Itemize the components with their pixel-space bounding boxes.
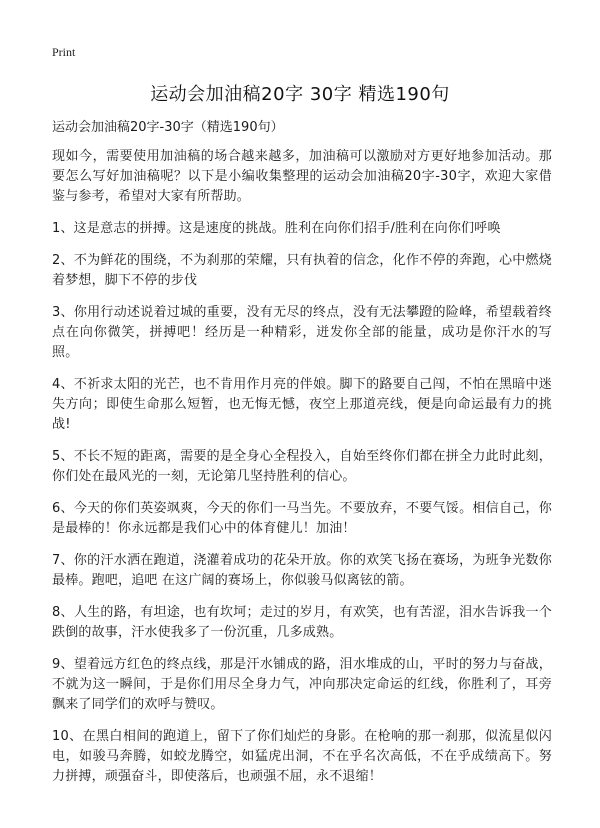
slogan-item-7: 7、你的汗水洒在跑道，浇灌着成功的花朵开放。你的欢笑飞扬在赛场，为班争光数你最棒。跑吧，追吧 在这广阔的赛场上，你似骏马似离铉的箭。 — [52, 553, 552, 588]
intro-paragraph: 现如今，需要使用加油稿的场合越来越多，加油稿可以激励对方更好地参加活动。那要怎么写好加油稿呢？以下是小编收集整理的运动会加油稿20字-30字，欢迎大家借鉴与参考，希望对大家有所帮助。 — [52, 149, 552, 204]
slogan-item-2: 2、不为鲜花的围绕，不为刹那的荣耀，只有执着的信念，化作不停的奔跑，心中燃烧着梦想，脚下不停的步伐 — [52, 253, 552, 288]
slogan-item-10: 10、在黑白相间的跑道上，留下了你们灿烂的身影。在枪响的那一刹那，似流星似闪电，如骏马奔腾，如蛟龙腾空，如猛虎出洞，不在乎名次高低，不在乎成绩高下。努力拼搏，顽强奋斗，即使落后，也顽强不屈，永不退缩！ — [52, 729, 552, 784]
slogan-item-3: 3、你用行动述说着过城的重要，没有无尽的终点，没有无法攀蹬的险峰，希望载着终点在向你微笑，拼搏吧！经历是一种精彩，迸发你全部的能量，成功是你汗水的写照。 — [52, 305, 552, 360]
slogan-item-5: 5、不长不短的距离，需要的是全身心全程投入，自始至终你们都在拼全力此时此刻，你们处在最风光的一刻，无论第几坚持胜利的信心。 — [52, 449, 552, 484]
slogan-item-6: 6、今天的你们英姿飒爽，今天的你们一马当先。不要放弃，不要气馁。相信自己，你是最棒的！你永远都是我们心中的体育健儿！加油！ — [52, 501, 552, 536]
slogan-item-1: 1、这是意志的拼搏。这是速度的挑战。胜利在向你们招手/胜利在向你们呼唤 — [52, 221, 501, 236]
slogan-item-9: 9、望着远方红色的终点线，那是汗水铺成的路，泪水堆成的山，平时的努力与奋战，不就为这一瞬间，于是你们用尽全身力气，冲向那决定命运的红线，你胜利了，耳旁飘来了同学们的欢呼与赞叹。 — [52, 657, 552, 712]
print-link[interactable]: Print — [52, 45, 76, 59]
slogan-item-8: 8、人生的路，有坦途，也有坎坷；走过的岁月，有欢笑，也有苦涩，泪水告诉我一个跌倒的故事，汗水使我多了一份沉重，几多成熟。 — [52, 605, 552, 640]
article-body — [52, 118, 552, 799]
page-title: 运动会加油稿20字 30字 精选190句 — [150, 84, 450, 105]
article-subtitle: 运动会加油稿20字-30字（精选190句） — [52, 120, 284, 135]
slogan-item-4: 4、不祈求太阳的光芒，也不肯用作月亮的伴娘。脚下的路要自己闯，不怕在黑暗中迷失方向；即使生命那么短暂，也无悔无憾，夜空上那道亮线，便是向命运最有力的挑战! — [52, 377, 552, 432]
